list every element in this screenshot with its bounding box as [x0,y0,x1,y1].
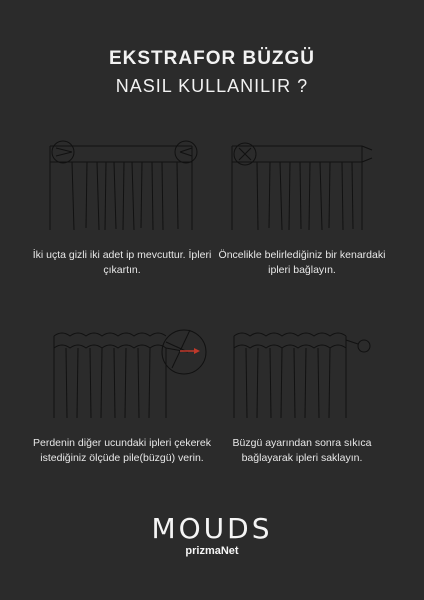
step-1-curtain-sketch [32,130,212,240]
step-2-caption: Öncelikle belirlediğiniz bir kenardaki ipleri bağlayın. [218,249,386,276]
step-4-curtain-sketch [212,318,392,428]
step-4 [212,318,392,466]
step-2-curtain-sketch [212,130,392,240]
step-3-caption: Perdenin diğer ucundaki ipleri çekerek istediğiniz ölçüde pile(büzgü) verin. [32,437,212,464]
step-3-curtain-sketch [32,318,212,428]
step-2 [212,130,392,278]
step-1 [32,130,212,278]
step-4-caption: Büzgü ayarından sonra sıkıca bağlayarak ipleri saklayın. [232,437,372,464]
brand-logo [0,512,424,557]
step-3 [32,318,212,466]
logo-wordmark: MOUDS [151,512,273,545]
page-title: EKSTRAFOR BÜZGÜ [108,48,316,69]
logo-subtext: prizmaNet [185,545,239,557]
page-subtitle: NASIL KULLANILIR ? [115,76,309,96]
step-1-caption: İki uçta gizli iki adet ip mevcuttur. İpleri çıkartın. [32,249,212,276]
